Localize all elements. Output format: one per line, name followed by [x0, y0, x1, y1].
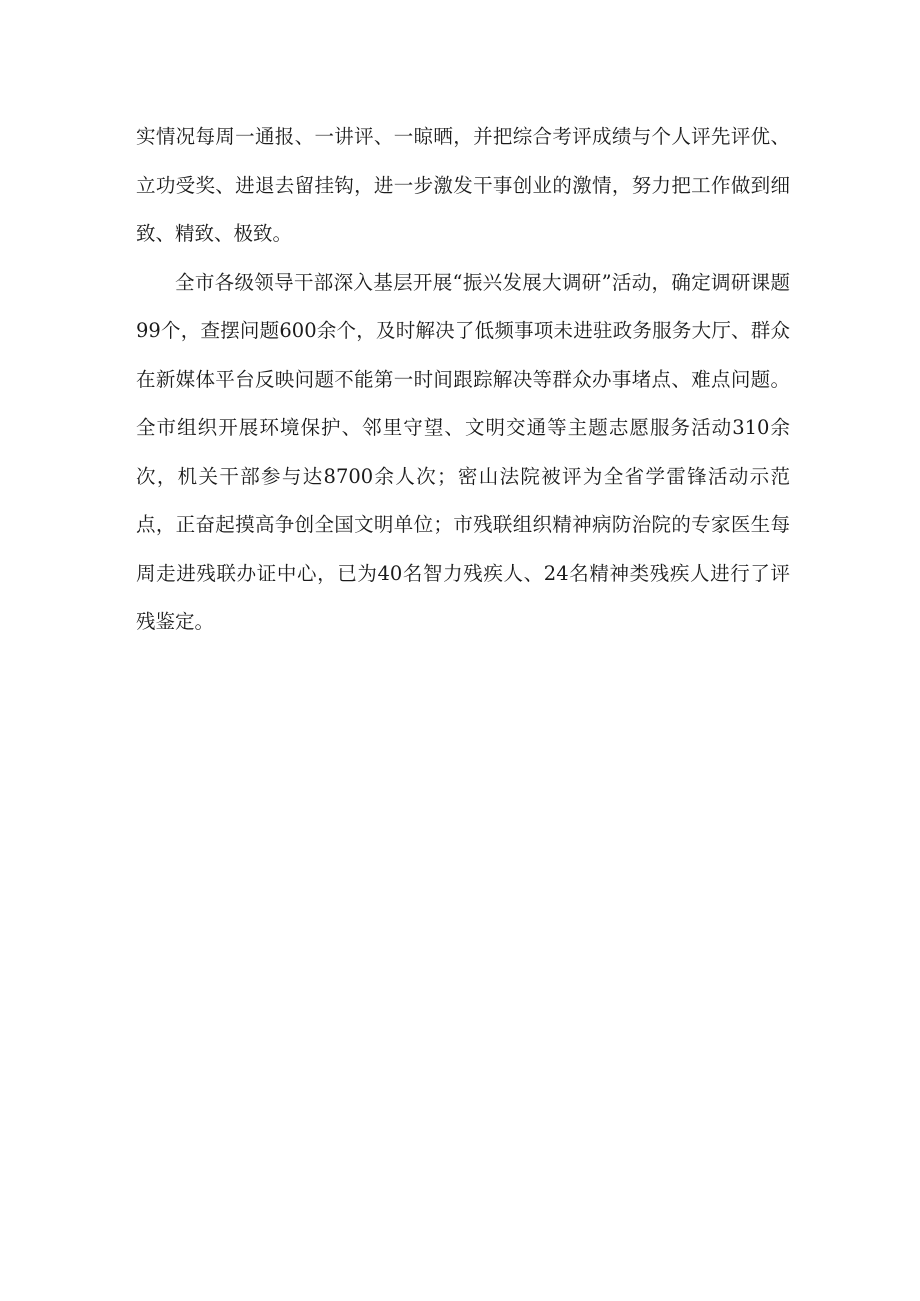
paragraph-2: 全市各级领导干部深入基层开展“振兴发展大调研”活动，确定调研课题99个，查摆问题600余个，及时解决了低频事项未进驻政务服务大厅、群众在新媒体平台反映问题不能第一时间跟踪解决等群众办事堵点、难点问题。全市组织开展环境保护、邻里守望、文明交通等主题志愿服务活动310余次，机关干部参与达8700余人次；密山法院被评为全省学雷锋活动示范点，正奋起摸高争创全国文明单位；市残联组织精神病防治院的专家医生每周走进残联办证中心，已为40名智力残疾人、24名精神类残疾人进行了评残鉴定。 [136, 270, 790, 633]
document-body [136, 113, 790, 647]
paragraph-1: 实情况每周一通报、一讲评、一晾晒，并把综合考评成绩与个人评先评优、立功受奖、进退去留挂钩，进一步激发干事创业的激情，努力把工作做到细致、精致、极致。 [136, 125, 790, 245]
